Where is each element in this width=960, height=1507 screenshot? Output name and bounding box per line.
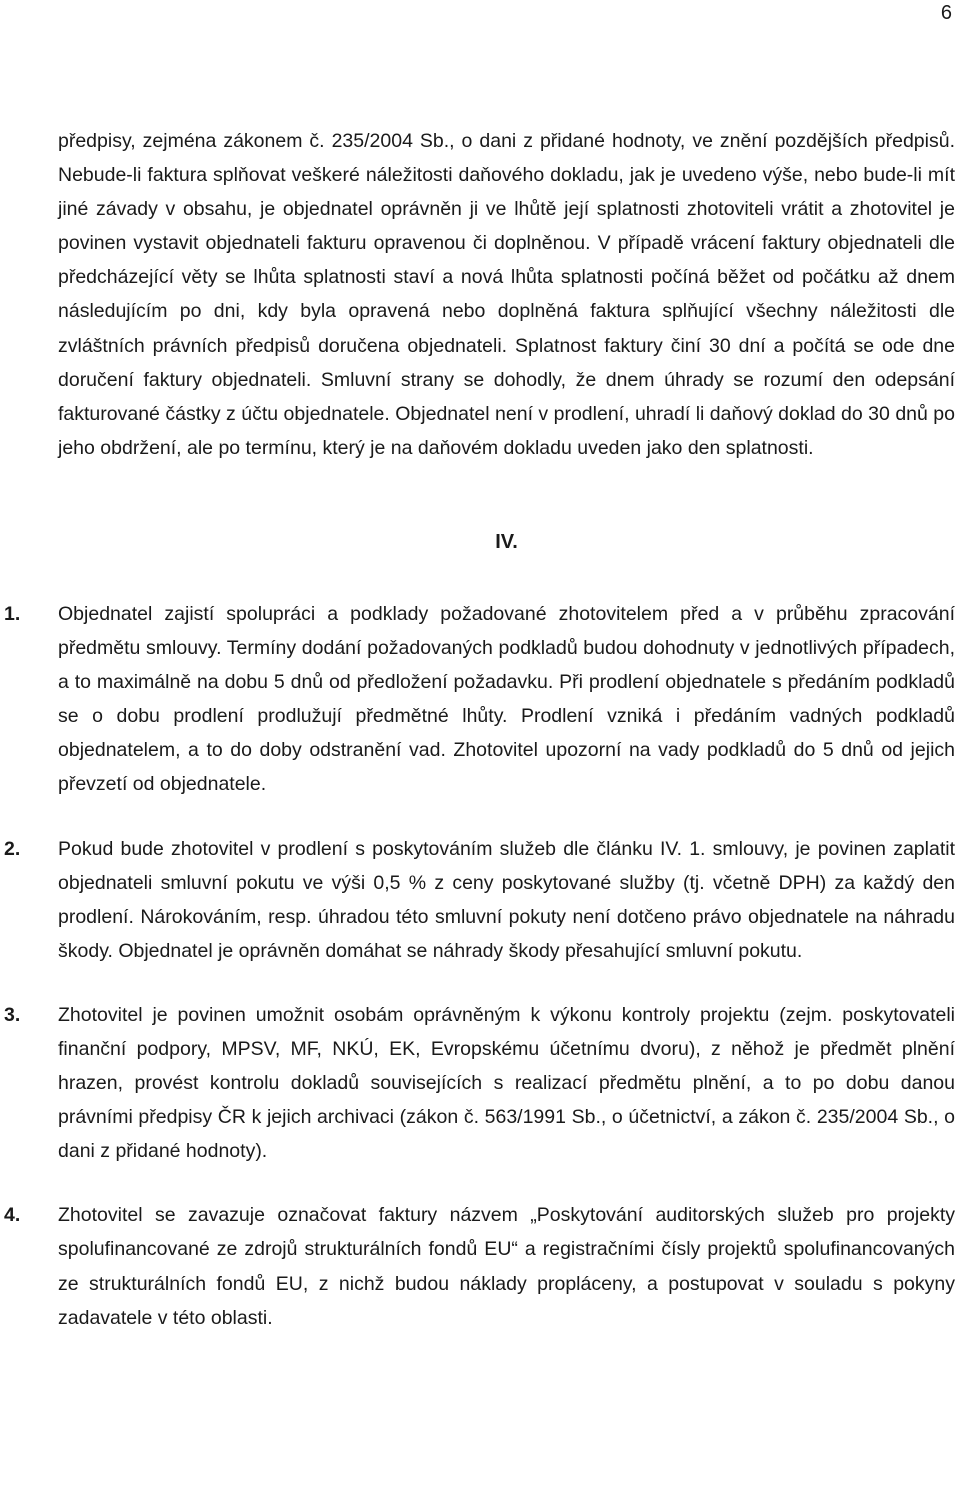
item-number: 3. bbox=[4, 1003, 21, 1026]
item-number: 2. bbox=[4, 837, 21, 860]
intro-paragraph: předpisy, zejména zákonem č. 235/2004 Sb., o dani z přidané hodnoty, ve znění pozdějších předpisů. Nebude-li faktura splňovat veškeré náležitosti daňového dokladu, jak je uvedeno výše, nebo bude-li mít jiné závady v obsahu, je objednatel oprávněn ji ve lhůtě její splatnosti zhotoviteli vrátit a zhotovitel je povinen vystavit objednateli fakturu opravenou či doplněnou. V případě vrácení faktury objednateli dle předcházející věty se lhůta splatnosti staví a nová lhůta splatnosti počíná běžet od počátku až dnem následujícím po dni, kdy byla opravená nebo doplněná faktura splňující všechny náležitosti dle zvláštních právních předpisů doručena objednateli. Splatnost faktury činí 30 dní a počítá se ode dne doručení faktury objednateli. Smluvní strany se dohodly, že dnem úhrady se rozumí den odepsání fakturované částky z účtu objednatele. Objednatel není v prodlení, uhradí li daňový doklad do 30 dnů po jeho obdržení, ale po termínu, který je na daňovém dokladu uveden jako den splatnosti. bbox=[58, 130, 955, 459]
list-item bbox=[4, 597, 955, 802]
list-item bbox=[4, 1198, 955, 1334]
numbered-list bbox=[4, 597, 955, 1335]
list-item bbox=[4, 998, 955, 1168]
section-heading: IV. bbox=[495, 530, 518, 553]
page-number: 6 bbox=[940, 2, 952, 24]
item-text: Pokud bude zhotovitel v prodlení s poskytováním služeb dle článku IV. 1. smlouvy, je povinen zaplatit objednateli smluvní pokutu ve výši 0,5 % z ceny poskytované služby (tj. včetně DPH) za každý den prodlení. Nárokováním, resp. úhradou této smluvní pokuty není dotčeno právo objednatele na náhradu škody. Objednatel je oprávněn domáhat se náhrady škody přesahující smluvní pokutu. bbox=[58, 837, 955, 962]
item-number: 4. bbox=[4, 1204, 21, 1227]
item-text: Zhotovitel se zavazuje označovat faktury názvem „Poskytování auditorských služeb pro projekty spolufinancované ze zdrojů strukturálních fondů EU“ a registračními čísly projektů spolufinancovaných ze strukturálních fondů EU, z nichž budou náklady propláceny, a postupovat v souladu s pokyny zadavatele v této oblasti. bbox=[58, 1204, 955, 1329]
item-text: Objednatel zajistí spolupráci a podklady požadované zhotovitelem před a v průběhu zpracování předmětu smlouvy. Termíny dodání požadovaných podkladů budou dohodnuty v jednotlivých případech, a to maximálně na dobu 5 dnů od předložení požadavku. Při prodlení objednatele s předáním podkladů se o dobu prodlení prodlužují předmětné lhůty. Prodlení vzniká i předáním vadných podkladů objednatelem, a to do doby odstranění vad. Zhotovitel upozorní na vady podkladů do 5 dnů od jejich převzetí od objednatele. bbox=[58, 602, 955, 796]
item-number: 1. bbox=[4, 602, 21, 625]
document-body bbox=[4, 124, 955, 1335]
list-item bbox=[4, 832, 955, 968]
item-text: Zhotovitel je povinen umožnit osobám oprávněným k výkonu kontroly projektu (zejm. poskytovateli finanční podpory, MPSV, MF, NKÚ, EK, Evropskému účetnímu dvoru), z něhož je předmět plnění hrazen, provést kontrolu dokladů souvisejících s realizací předmětu plnění, a to po dobu danou právními předpisy ČR k jejich archivaci (zákon č. 563/1991 Sb., o účetnictví, a zákon č. 235/2004 Sb., o dani z přidané hodnoty). bbox=[58, 1003, 955, 1163]
